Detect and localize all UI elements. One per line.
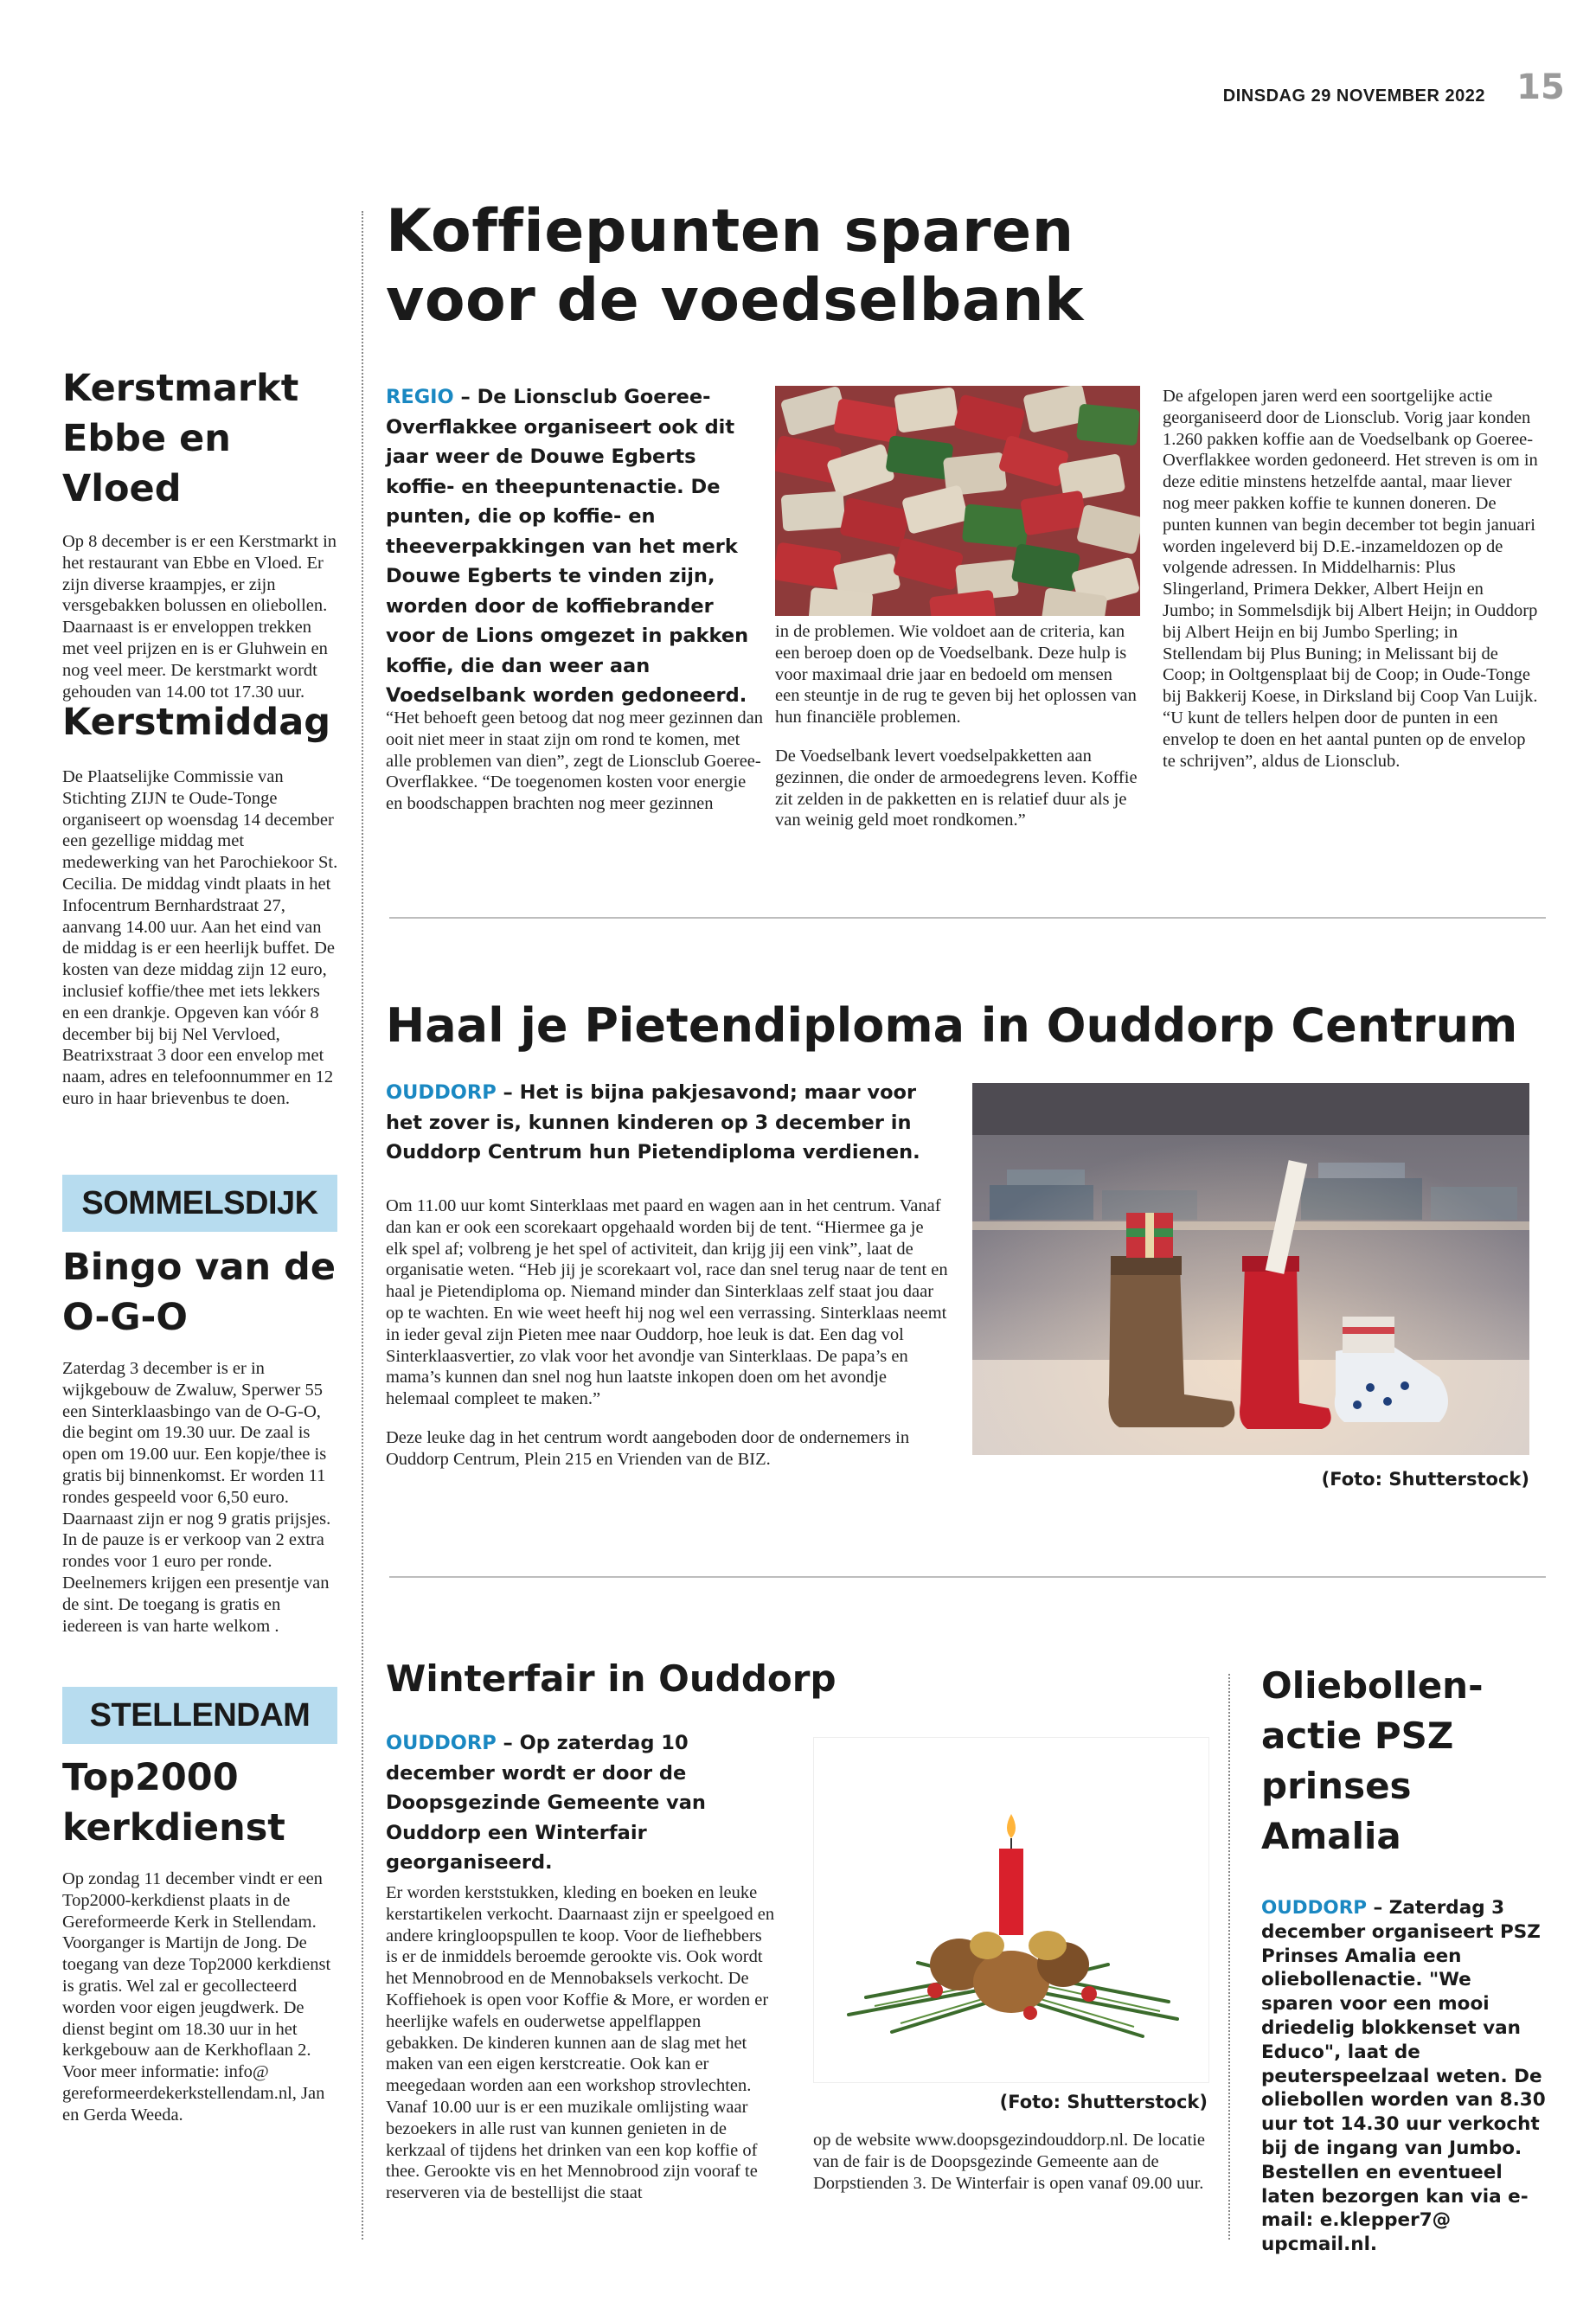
coffee-packets-image [775, 386, 1140, 616]
pieten-body-p1: Om 11.00 uur komt Sinterklaas met paard en wagen aan in het centrum. Vanaf dan kan er ook een scorekaart opgehaald worden bij de tent. “Hiermee ga je elk spel af; volbreng je het spel of activiteit, dan krijg jij een vink”, laat de organisatie weten. “Heb jij je scorekaart vol, race dan snel terug naar de tent en haal je Pietendiploma op. Niemand minder dan Sinterklaas zelf staat jou daar op te wachten. En wie weet heeft hij nog wel een verrassing. Sinterklaas neemt in ieder geval zijn Pieten mee naar Ouddorp, hoe leuk is dat. Een dag vol Sinterklaasvertier, zo vlak voor het avondje van Sinterklaas. De papa’s en mama’s kunnen dan snel nog hun laatste inkopen doen om het avondje helemaal compleet te maken.” [386, 1196, 948, 1409]
pieten-body [386, 1195, 948, 1471]
winterfair-col1: Er worden kerststukken, kleding en boeken en leuke kerstartikelen verkocht. Daarnaast zijn er speelgoed en andere kringloopspullen te koop. Voor de liefhebbers is er de inmiddels beroemde gerookte vis. Ook wordt het Mennobrood en de Mennobaksels verkocht. De Koffiehoek is open voor Koffie & More, er worden er heerlijke wafels en ouderwetse appelflappen gebakken. De kinderen kunnen aan de slag met het maken van een eigen kerstcreatie. Ook kan er meegedaan worden aan een workshop strovlechten. Vanaf 10.00 uur is er een muzikale omlijsting waar bezoekers in alle rust van kunnen genieten in de kerkzaal of tijdens het drinken van een kop koffie of thee. Gerookte vis en het Mennobrood zijn vooraf te reserveren via de bestellijst die staat [386, 1883, 775, 2203]
kerstmiddag-body: De Plaatselijke Commissie van Stichting ZIJN te Oude-Tonge organiseert op woensdag 14 december een gezellige middag met medewerking van het Parochiekoor St. Cecilia. De middag vindt plaats in het Infocentrum Bernhardstraat 27, aanvang 14.00 uur. Aan het eind van de middag is er een heerlijk buffet. De kosten van deze middag zijn 12 euro, inclusief koffie/thee met iets lekkers en een drankje. Opgeven kan vóór 8 december bij bij Nel Vervloed, Beatrixstraat 3 door een envelop met naam, adres en telefoonnummer en 12 euro in haar brievenbus te doen. [62, 767, 338, 1108]
sidebar-bingo [62, 1242, 339, 1637]
pieten-body-p2: Deze leuke dag in het centrum wordt aangeboden door de ondernemers in Ouddorp Centrum, Plein 215 en Vrienden van de BIZ. [386, 1427, 910, 1469]
koffie-intro-text: – De Lionsclub Goeree-Overflakkee organiseert ook dit jaar weer de Douwe Egberts koffie- en theepuntenactie. De punten, die op koffie- en theeverpakkingen van het merk Douwe Egberts te vinden zijn, worden door de koffiebrander voor de Lions omgezet in pakken koffie, die dan weer aan Voedselbank worden gedoneerd. [386, 386, 749, 707]
winterfair-intro [386, 1728, 792, 1878]
section-divider-1 [389, 917, 1546, 919]
tag-sommelsdijk: SOMMELSDIJK [62, 1175, 337, 1232]
page-number: 15 [1516, 67, 1565, 107]
issue-date: DINSDAG 29 NOVEMBER 2022 [1222, 87, 1485, 106]
column-divider [362, 211, 363, 2240]
pieten-kicker: OUDDORP [386, 1081, 497, 1104]
christmas-candle-image [814, 1738, 1208, 2082]
sinterklaas-boots-image [972, 1083, 1529, 1455]
pieten-intro-text: – Het is bijna pakjesavond; maar voor het zover is, kunnen kinderen op 3 december in Ouddorp Centrum hun Pietendiploma verdienen. [386, 1081, 920, 1163]
koffie-headline: Koffiepunten sparen voor de voedselbank [386, 197, 1084, 335]
koffie-intro [386, 382, 766, 711]
koffie-col2 [775, 621, 1140, 831]
koffie-kicker: REGIO [386, 386, 454, 408]
kerstmarkt-title: Kerstmarkt Ebbe en Vloed [62, 367, 299, 510]
column-divider-right [1228, 1674, 1230, 2240]
koffie-col3: De afgelopen jaren werd een soortgelijke actie georganiseerd door de Lionsclub. Vorig jaar konden 1.260 pakken koffie aan de Voedselbank op Goeree-Overflakkee worden gedoneerd. Het streven is om in deze editie minstens hetzelfde aantal, maar liever nog meer pakken koffie te kunnen doneren. De punten kunnen van begin december tot begin januari worden ingeleverd bij D.E.-inzameldozen op de volgende adressen. In Middelharnis: Plus Slingerland, Primera Dekker, Albert Heijn en Jumbo; in Sommelsdijk bij Albert Heijn; in Ouddorp bij Albert Heijn en bij Jumbo Sperling; in Stellendam bij Plus Buning; in Melissant bij de Coop; in Ooltgensplaat bij de Coop; in Oude-Tonge bij Bakkerij Koese, in Dirksland bij Coop Van Luijk. “U kunt de tellers helpen door de punten in een envelop te doen en het aantal punten op de envelop te schrijven”, aldus de Lionsclub. [1163, 387, 1538, 771]
winterfair-intro-text: – Op zaterdag 10 december wordt er door de Doopsgezinde Gemeente van Ouddorp een Winterfair georganiseerd. [386, 1732, 706, 1874]
top2000-title: Top2000 kerkdienst [62, 1756, 285, 1849]
pieten-intro [386, 1078, 948, 1168]
sidebar-kerstmarkt [62, 363, 339, 702]
kerstmiddag-title: Kerstmiddag [62, 701, 330, 744]
boots-photo [972, 1083, 1529, 1455]
coffee-packets-photo [775, 386, 1140, 616]
pieten-headline: Haal je Pietendiploma in Ouddorp Centrum [386, 998, 1518, 1053]
bingo-title: Bingo van de O-G-O [62, 1246, 336, 1339]
top2000-body: Op zondag 11 december vindt er een Top2000-kerkdienst plaats in de Gereformeerde Kerk in Stellendam. Voorganger is Martijn de Jong. De toegang van deze Top2000 kerkdienst is gratis. Wel zal er gecollecteerd worden voor eigen jeugdwerk. De dienst begint om 18.30 uur in het kerkgebouw aan de Kerkhoflaan 2. Voor meer informatie: info@ gereformeerdekerkstellendam.nl, Jan en Gerda Weeda. [62, 1869, 331, 2125]
winterfair-col2: op de website www.doopsgezindouddorp.nl. De locatie van de fair is de Doopsgezinde Gemeente aan de Dorpstienden 3. De Winterfair is open vanaf 09.00 uur. [813, 2131, 1205, 2193]
oliebollen-intro-text: – Zaterdag 3 december organiseert PSZ Prinses Amalia een oliebollenactie. "We sparen voor een mooi driedelig blokkenset van Educo", laat de peuterspeelzaal weten. De oliebollen worden van 8.30 uur tot 14.30 uur verkocht bij de ingang van Jumbo. Bestellen en eventueel laten bezorgen kan via e-mail: e.klepper7@ upcmail.nl. [1261, 1897, 1546, 2256]
oliebollen-headline: Oliebollen-actie PSZ prinses Amalia [1261, 1664, 1484, 1857]
tag-stellendam: STELLENDAM [62, 1687, 337, 1744]
koffie-col2-p2: De Voedselbank levert voedselpakketten aan gezinnen, die onder de armoedegrens leven. Koffie zit zelden in de pakketten en is relatief duur als je van weinig geld moet rondkomen.” [775, 746, 1138, 830]
winterfair-headline: Winterfair in Ouddorp [386, 1657, 836, 1700]
pieten-photo-caption: (Foto: Shutterstock) [1321, 1469, 1529, 1490]
oliebollen-intro [1261, 1896, 1547, 2257]
winterfair-photo-caption: (Foto: Shutterstock) [999, 2092, 1208, 2112]
winterfair-kicker: OUDDORP [386, 1732, 497, 1754]
bingo-body: Zaterdag 3 december is er in wijkgebouw de Zwaluw, Sperwer 55 een Sinterklaasbingo van de O-G-O, die begint om 19.30 uur. De zaal is open om 19.00 uur. Een kopje/thee is gratis bij binnenkomst. Er worden 11 rondes gespeeld voor 6,50 euro. Daarnaast zijn er nog 9 gratis prijsjes. In de pauze is er verkoop van 2 extra rondes voor 1 euro per ronde. Deelnemers krijgen een presentje van de sint. De toegang is gratis en iedereen is van harte welkom . [62, 1359, 331, 1636]
sidebar-top2000 [62, 1753, 339, 2126]
candle-photo [813, 1737, 1209, 2083]
sidebar-kerstmiddag [62, 697, 339, 1110]
koffie-col1: “Het behoeft geen betoog dat nog meer gezinnen dan ooit niet meer in staat zijn om rond te komen, met alle problemen van dien”, zegt de Lionsclub Goeree-Overflakkee. “De toegenomen kosten voor energie en boodschappen brachten nog meer gezinnen [386, 708, 764, 814]
koffie-col2-p1: in de problemen. Wie voldoet aan de criteria, kan een beroep doen op de Voedselbank. Deze hulp is voor maximaal drie jaar en bedoeld om mensen een steuntje in de rug te geven bij het oplossen van hun financiële problemen. [775, 622, 1137, 727]
section-divider-2 [389, 1576, 1546, 1578]
kerstmarkt-body: Op 8 december is er een Kerstmarkt in het restaurant van Ebbe en Vloed. Er zijn diverse kraampjes, er zijn versgebakken bolussen en oliebollen. Daarnaast is er enveloppen trekken met veel prijzen en is er Gluhwein en nog veel meer. De kerstmarkt wordt gehouden van 14.00 tot 17.30 uur. [62, 532, 337, 702]
oliebollen-kicker: OUDDORP [1261, 1897, 1368, 1919]
